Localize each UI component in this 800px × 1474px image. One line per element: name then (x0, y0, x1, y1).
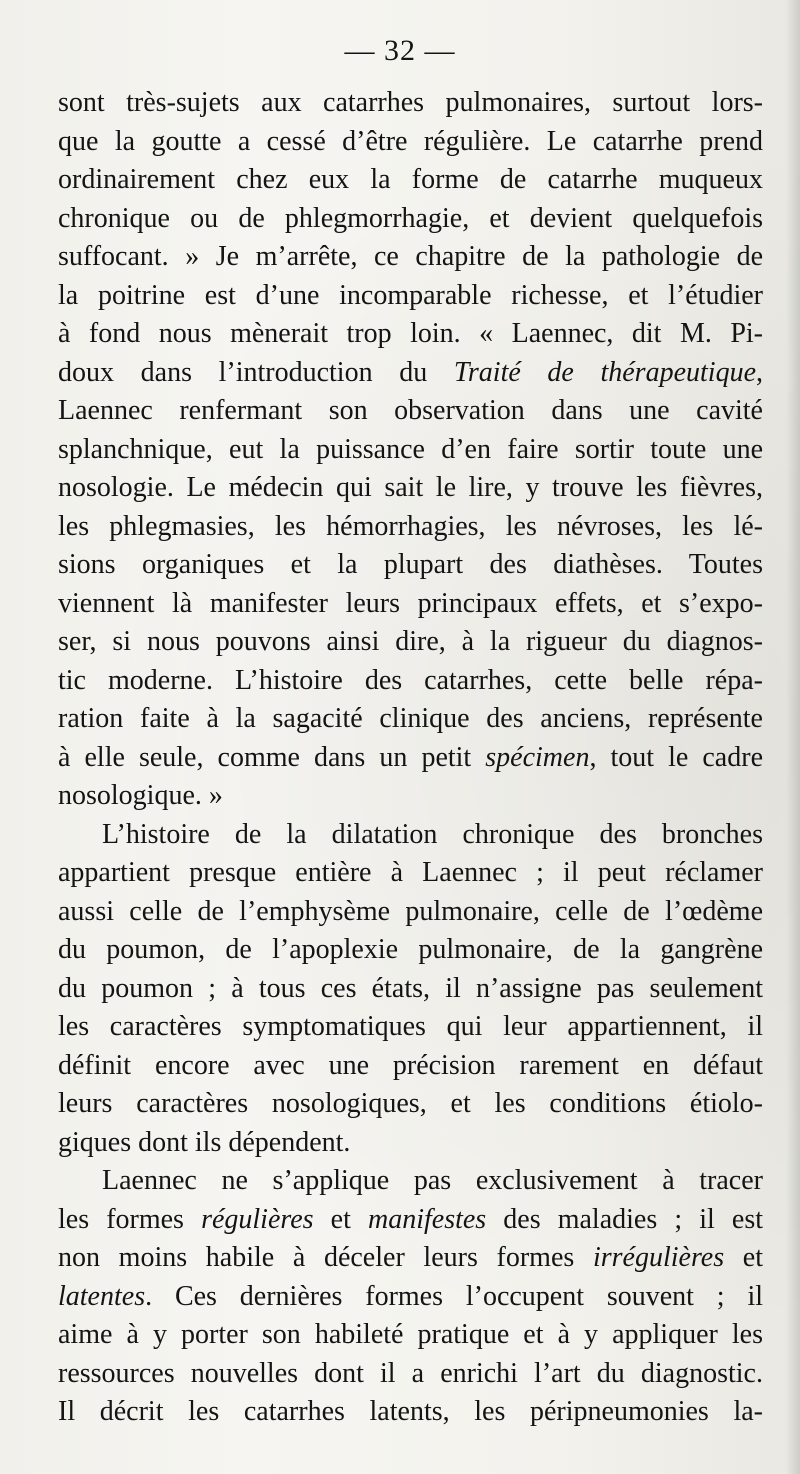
line-text: ressources nouvelles dont il a enrichi l’art du diagnostic. (58, 1357, 763, 1389)
text-line (58, 354, 763, 393)
line-text: les formes (58, 1203, 202, 1235)
text-line (58, 546, 763, 585)
line-text: ration faite à la sagacité clinique des anciens, représente (58, 703, 763, 734)
line-text: tic moderne. L’histoire des catarrhes, cette belle répa- (58, 664, 763, 696)
line-text: giques dont ils dépendent. (58, 1126, 351, 1158)
paragraph-start-line (58, 1162, 763, 1201)
line-text: nosologie. Le médecin qui sait le lire, y trouve les fièvres, (58, 472, 763, 503)
italic-word: spécimen (485, 741, 590, 773)
text-line (58, 1355, 763, 1394)
text-line (58, 931, 763, 970)
line-text: , tout le cadre (589, 741, 763, 773)
text-line (58, 123, 763, 162)
line-text: ordinairement chez eux la forme de catarrhe muqueux (58, 164, 763, 195)
text-line (58, 623, 763, 662)
text-line (58, 315, 763, 354)
page-number: — 32 — (344, 34, 456, 67)
line-text: la poitrine est d’une incomparable richesse, et l’étudier (58, 279, 763, 311)
line-text: et (313, 1203, 368, 1235)
text-line (58, 200, 763, 239)
line-text: non moins habile à déceler leurs formes (58, 1242, 593, 1273)
line-text: splanchnique, eut la puissance d’en faire sortir toute une (58, 433, 763, 465)
line-text: définit encore avec une précision rarement en défaut (58, 1049, 763, 1081)
line-text: . Ces dernières formes l’occupent souvent ; il (145, 1280, 763, 1312)
italic-word: régulières (201, 1203, 314, 1235)
line-text: Il décrit les catarrhes latents, les péripneumonies la- (58, 1396, 763, 1427)
text-line (58, 84, 763, 123)
line-text: chronique ou de phlegmorrhagie, et devient quelquefois (58, 202, 763, 234)
line-text: à fond nous mènerait trop loin. « Laennec, dit M. Pi- (58, 318, 763, 349)
text-line (58, 1085, 763, 1124)
text-line (58, 1316, 763, 1355)
italic-title: Traité de thérapeutique (453, 356, 756, 388)
text-line (58, 1047, 763, 1086)
italic-word: manifestes (367, 1203, 487, 1235)
line-text: suffocant. » Je m’arrête, ce chapitre de la pathologie de (58, 241, 763, 272)
line-text: ser, si nous pouvons ainsi dire, à la rigueur du diagnos- (58, 626, 763, 657)
text-line (58, 970, 763, 1009)
text-line (58, 1278, 763, 1317)
line-text: aussi celle de l’emphysème pulmonaire, celle de l’œdème (58, 895, 763, 927)
text-line (58, 238, 763, 277)
text-line (58, 1239, 763, 1278)
text-line (58, 508, 763, 547)
line-text: nosologique. » (58, 780, 223, 811)
text-line (58, 662, 763, 701)
line-text: les caractères symptomatiques qui leur appartiennent, il (58, 1011, 763, 1042)
text-line (58, 739, 763, 778)
line-text: L’histoire de la dilatation chronique des bronches (102, 818, 763, 850)
text-line (58, 161, 763, 200)
line-text: à elle seule, comme dans un petit (58, 741, 486, 773)
line-text: et (724, 1242, 763, 1273)
italic-word: irrégulières (592, 1242, 725, 1273)
text-line (58, 700, 763, 739)
text-line (58, 1124, 763, 1163)
line-text: appartient presque entière à Laennec ; il peut réclamer (58, 857, 763, 888)
line-text: aime à y porter son habileté pratique et à y appliquer les (58, 1319, 763, 1350)
text-line (58, 469, 763, 508)
text-line (58, 854, 763, 893)
body-text (58, 84, 763, 1432)
italic-word: latentes (58, 1280, 146, 1312)
line-text: Laennec renfermant son observation dans une cavité (58, 395, 763, 426)
line-text: sions organiques et la plupart des diathèses. Toutes (58, 549, 763, 580)
line-text: du poumon, de l’apoplexie pulmonaire, de la gangrène (58, 934, 763, 965)
text-line (58, 277, 763, 316)
line-text: , (756, 356, 763, 388)
paragraph-start-line (58, 816, 763, 855)
page-edge-shadow (786, 0, 800, 1474)
line-text: des maladies ; il est (486, 1203, 763, 1235)
line-text: sont très-sujets aux catarrhes pulmonaires, surtout lors- (58, 87, 763, 118)
text-line (58, 893, 763, 932)
line-text: leurs caractères nosologiques, et les conditions étiolo- (58, 1088, 763, 1119)
line-text: du poumon ; à tous ces états, il n’assigne pas seulement (58, 972, 763, 1004)
line-text: doux dans l’introduction du (58, 356, 454, 388)
text-line (58, 431, 763, 470)
text-line (58, 392, 763, 431)
text-line (58, 585, 763, 624)
line-text: Laennec ne s’applique pas exclusivement à tracer (102, 1165, 763, 1196)
line-text: les phlegmasies, les hémorrhagies, les névroses, les lé- (58, 510, 763, 542)
line-text: que la goutte a cessé d’être régulière. Le catarrhe prend (58, 125, 763, 157)
text-line (58, 1008, 763, 1047)
text-line (58, 1201, 763, 1240)
text-line (58, 777, 763, 816)
text-line (58, 1393, 763, 1432)
line-text: viennent là manifester leurs principaux effets, et s’expo- (58, 587, 763, 619)
